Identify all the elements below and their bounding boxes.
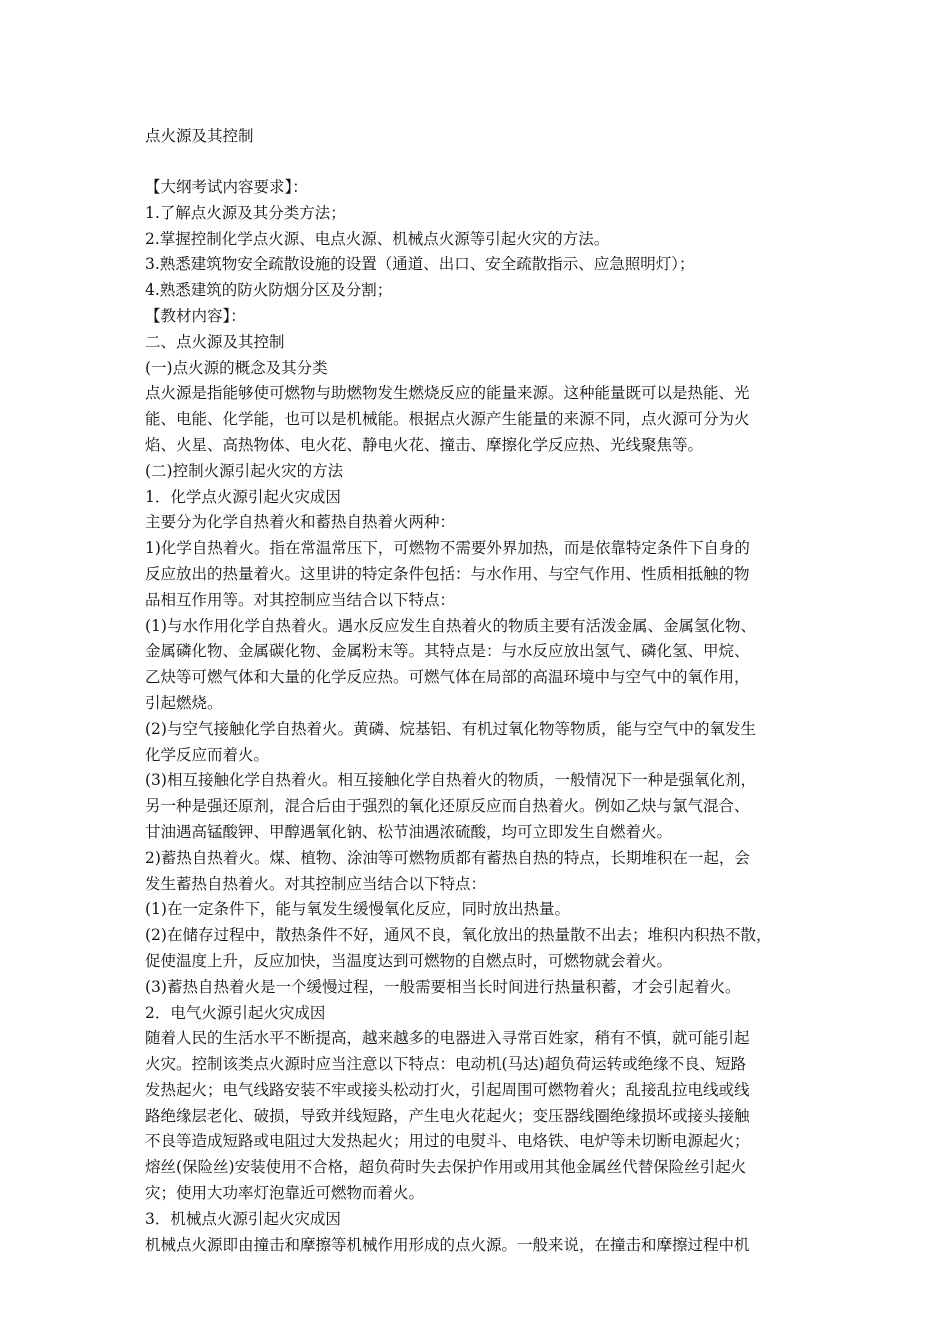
text-line: (3)蓄热自热着火是一个缓慢过程，一般需要相当长时间进行热量积蓄，才会引起着火。	[145, 977, 741, 996]
text-line: 1．化学点火源引起火灾成因	[145, 487, 341, 506]
document-text-block	[145, 175, 813, 1258]
text-line: 2)蓄热自热着火。煤、植物、涂油等可燃物质都有蓄热自热的特点，长期堆积在一起，会	[145, 848, 750, 867]
text-line: 点火源是指能够使可燃物与助燃物发生燃烧反应的能量来源。这种能量既可以是热能、光	[145, 384, 750, 403]
text-line: 甘油遇高锰酸钾、甲醇遇氧化钠、松节油遇浓硫酸，均可立即发生自燃着火。	[145, 822, 673, 841]
text-line: (1)在一定条件下，能与氧发生缓慢氧化反应，同时放出热量。	[145, 900, 570, 919]
text-line: 3．机械点火源引起火灾成因	[145, 1209, 341, 1228]
text-line: 另一种是强还原剂，混合后由于强烈的氧化还原反应而自热着火。例如乙炔与氯气混合、	[145, 797, 750, 816]
text-line: 能、电能、化学能，也可以是机械能。根据点火源产生能量的来源不同，点火源可分为火	[145, 410, 750, 429]
text-line: 4.熟悉建筑的防火防烟分区及分割；	[145, 281, 393, 300]
text-line: 品相互作用等。对其控制应当结合以下特点：	[145, 590, 456, 609]
text-line: 路绝缘层老化、破损，导致并线短路，产生电火花起火；变压器线圈绝缘损坏或接头接触	[145, 1106, 750, 1125]
text-line: (一)点火源的概念及其分类	[145, 358, 328, 377]
text-line: 焰、火星、高热物体、电火花、静电火花、撞击、摩擦化学反应热、光线聚焦等。	[145, 435, 704, 454]
text-line: (二)控制火源引起火灾的方法	[145, 461, 344, 480]
text-line: 1.了解点火源及其分类方法；	[145, 203, 346, 222]
text-line: 发热起火；电气线路安装不牢或接头松动打火，引起周围可燃物着火；乱接乱拉电线或线	[145, 1080, 750, 1099]
text-line: 反应放出的热量着火。这里讲的特定条件包括：与水作用、与空气作用、性质相抵触的物	[145, 564, 750, 583]
text-line: (1)与水作用化学自热着火。遇水反应发生自热着火的物质主要有活泼金属、金属氢化物、	[145, 616, 756, 635]
text-line: 3.熟悉建筑物安全疏散设施的设置（通道、出口、安全疏散指示、应急照明灯）；	[145, 255, 695, 274]
document-title: 点火源及其控制	[145, 127, 254, 145]
text-line: 【教材内容】：	[145, 306, 246, 325]
text-line: 【大纲考试内容要求】：	[145, 178, 308, 196]
text-line: 化学反应而着火。	[145, 745, 270, 764]
text-line: 随着人民的生活水平不断提高，越来越多的电器进入寻常百姓家，稍有不慎，就可能引起	[145, 1029, 750, 1048]
text-line: 发生蓄热自热着火。对其控制应当结合以下特点：	[145, 874, 487, 893]
text-line: 火灾。控制该类点火源时应当注意以下特点：电动机(马达)超负荷运转或绝缘不良、短路	[145, 1055, 747, 1074]
text-line: 引起燃烧。	[145, 693, 223, 712]
text-line: (2)与空气接触化学自热着火。黄磷、烷基铝、有机过氧化物等物质，能与空气中的氧发生	[145, 719, 756, 738]
text-line: 金属磷化物、金属碳化物、金属粉末等。其特点是：与水反应放出氢气、磷化氢、甲烷、	[145, 642, 750, 661]
text-line: (2)在储存过程中，散热条件不好，通风不良，氧化放出的热量散不出去；堆积内积热不散，	[145, 926, 772, 945]
text-line: 乙炔等可燃气体和大量的化学反应热。可燃气体在局部的高温环境中与空气中的氧作用，	[145, 668, 750, 687]
text-line: 促使温度上升，反应加快，当温度达到可燃物的自燃点时，可燃物就会着火。	[145, 951, 673, 970]
text-line: 主要分为化学自热着火和蓄热自热着火两种：	[145, 513, 456, 532]
text-line: (3)相互接触化学自热着火。相互接触化学自热着火的物质，一般情况下一种是强氧化剂，	[145, 771, 756, 790]
text-line: 熔丝(保险丝)安装使用不合格，超负荷时失去保护作用或用其他金属丝代替保险丝引起火	[145, 1158, 747, 1177]
document-body	[145, 123, 813, 1258]
text-line: 灾；使用大功率灯泡靠近可燃物而着火。	[145, 1184, 425, 1203]
text-line: 2.掌握控制化学点火源、电点火源、机械点火源等引起火灾的方法。	[145, 229, 610, 248]
text-line: 二、点火源及其控制	[145, 332, 285, 351]
text-line: 机械点火源即由撞击和摩擦等机械作用形成的点火源。一般来说，在撞击和摩擦过程中机	[145, 1235, 750, 1254]
text-line: 1)化学自热着火。指在常温常压下，可燃物不需要外界加热，而是依靠特定条件下自身的	[145, 539, 750, 558]
text-line: 不良等造成短路或电阻过大发热起火；用过的电熨斗、电烙铁、电炉等未切断电源起火；	[145, 1132, 750, 1151]
text-line: 2．电气火源引起火灾成因	[145, 1003, 326, 1022]
